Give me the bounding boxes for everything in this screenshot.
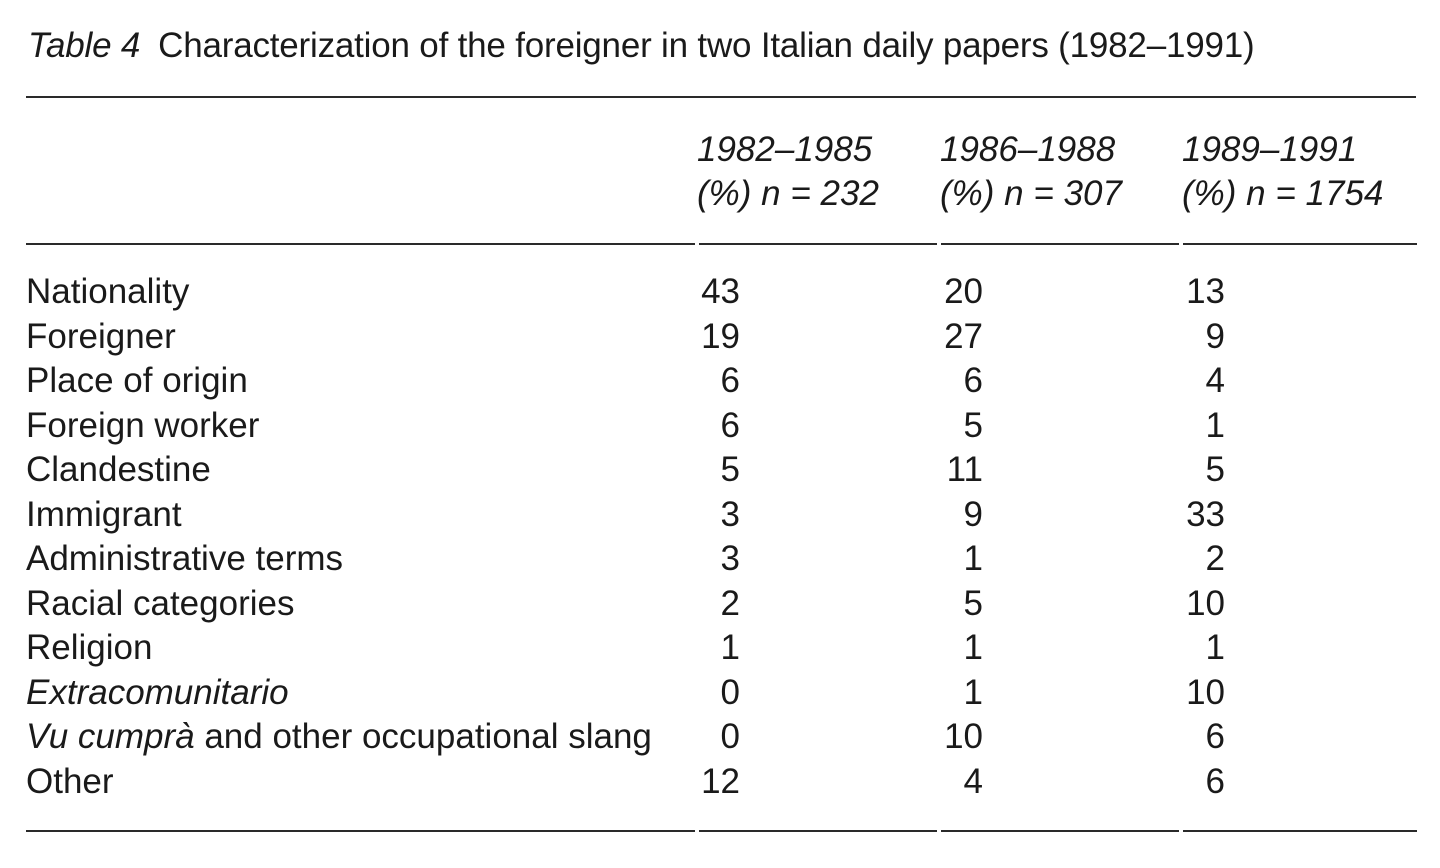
table-row [0, 270, 1440, 315]
bottom-rule-label-col [26, 830, 695, 832]
table-title: Characterization of the foreigner in two Italian daily papers (1982–1991) [158, 26, 1255, 65]
value-1982-1985: 5 [720, 450, 740, 489]
row-label: Foreigner [26, 316, 176, 356]
column-header-2 [940, 128, 1122, 216]
value-1986-1988: 5 [963, 405, 983, 445]
column-header-sample: (%) n = 232 [697, 174, 879, 213]
value-1986-1988: 9 [963, 494, 983, 534]
value-1982-1985: 3 [720, 494, 740, 534]
row-label: Racial categories [26, 583, 295, 623]
table-row [0, 760, 1440, 805]
table-number: Table 4 [28, 26, 141, 65]
column-header-3 [1182, 128, 1383, 216]
header-rule-col-1 [699, 243, 937, 245]
row-label: Foreign worker [26, 405, 260, 445]
value-1989-1991: 4 [1205, 361, 1225, 400]
row-label-rest: and other occupational slang [194, 717, 652, 756]
value-1986-1988: 11 [946, 450, 983, 489]
row-label: Religion [26, 628, 153, 667]
header-rule-col-2 [941, 243, 1179, 245]
row-label: Nationality [26, 272, 190, 311]
value-1986-1988: 27 [944, 316, 983, 356]
value-1989-1991: 10 [1186, 672, 1225, 712]
table-row [0, 626, 1440, 671]
value-1989-1991: 33 [1186, 494, 1225, 534]
value-1986-1988: 20 [944, 272, 983, 311]
row-label: Other [26, 761, 114, 801]
table-row [0, 493, 1440, 538]
value-1986-1988: 1 [963, 539, 983, 578]
value-1982-1985: 19 [701, 316, 740, 356]
value-1986-1988: 4 [963, 761, 983, 801]
value-1989-1991: 1 [1205, 405, 1225, 445]
table-row [0, 582, 1440, 627]
value-1982-1985: 2 [720, 583, 740, 623]
table-row [0, 448, 1440, 493]
table-row [0, 671, 1440, 716]
table-caption [28, 22, 1254, 70]
value-1982-1985: 1 [720, 628, 740, 667]
value-1989-1991: 2 [1205, 539, 1225, 578]
value-1989-1991: 10 [1186, 583, 1225, 623]
column-header-years: 1989–1991 [1182, 130, 1358, 169]
table-row [0, 404, 1440, 449]
row-label: Place of origin [26, 361, 248, 400]
value-1982-1985: 43 [701, 272, 740, 311]
table-row [0, 537, 1440, 582]
column-header-sample: (%) n = 307 [940, 174, 1122, 213]
top-rule [26, 96, 1416, 98]
value-1989-1991: 9 [1205, 316, 1225, 356]
value-1982-1985: 6 [720, 361, 740, 400]
header-rule-col-3 [1183, 243, 1417, 245]
value-1989-1991: 13 [1186, 272, 1225, 311]
header-rule-label-col [26, 243, 695, 245]
value-1982-1985: 6 [720, 405, 740, 445]
value-1986-1988: 10 [944, 717, 983, 756]
value-1986-1988: 1 [963, 672, 983, 712]
value-1986-1988: 6 [963, 361, 983, 400]
value-1986-1988: 1 [963, 628, 983, 667]
value-1986-1988: 5 [963, 583, 983, 623]
bottom-rule-col-3 [1183, 830, 1417, 832]
column-header-years: 1982–1985 [697, 130, 873, 169]
row-label: Administrative terms [26, 539, 344, 578]
table-row [0, 315, 1440, 360]
column-header-sample: (%) n = 1754 [1182, 174, 1384, 213]
row-label: Clandestine [26, 450, 211, 489]
row-label-italic: Vu cumprà [26, 717, 195, 756]
bottom-rule-col-2 [941, 830, 1179, 832]
row-label [26, 715, 652, 759]
value-1982-1985: 12 [701, 761, 740, 801]
bottom-rule-col-1 [699, 830, 937, 832]
value-1982-1985: 0 [720, 672, 740, 712]
value-1982-1985: 3 [720, 539, 740, 578]
table-body [0, 270, 1440, 804]
row-label-italic: Extracomunitario [26, 672, 289, 712]
value-1989-1991: 1 [1205, 628, 1225, 667]
column-header-years: 1986–1988 [940, 130, 1116, 169]
column-header-1 [697, 128, 879, 216]
table-row [0, 715, 1440, 760]
value-1982-1985: 0 [720, 717, 740, 756]
value-1989-1991: 6 [1205, 761, 1225, 801]
row-label: Immigrant [26, 494, 182, 534]
value-1989-1991: 6 [1205, 717, 1225, 756]
value-1989-1991: 5 [1205, 450, 1225, 489]
row-label [26, 671, 289, 715]
table-row [0, 359, 1440, 404]
